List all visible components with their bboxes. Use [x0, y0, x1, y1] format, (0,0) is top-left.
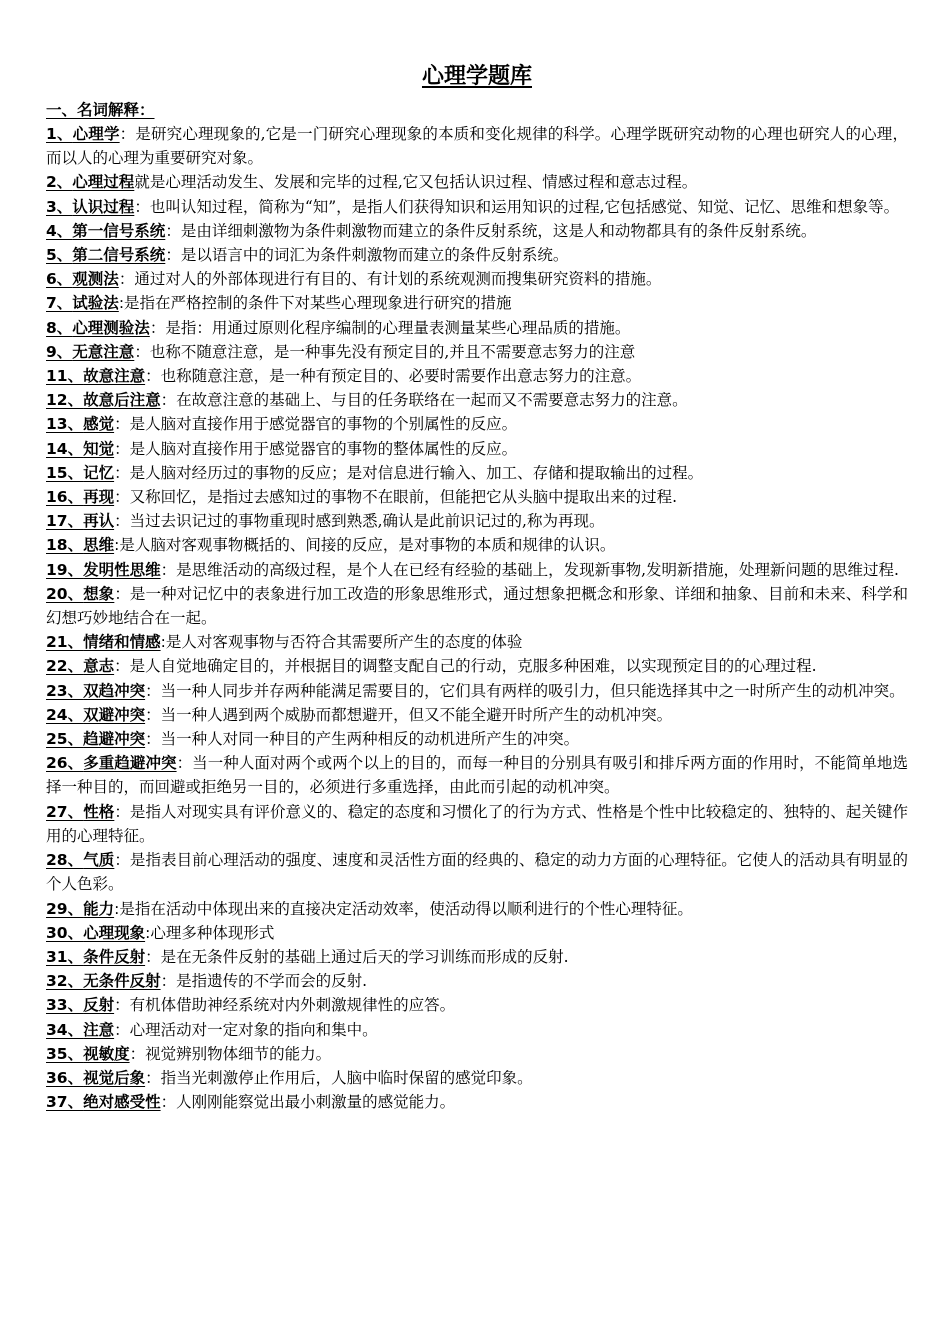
entry-number: 21、	[46, 633, 84, 652]
entry-term-name: 思维	[83, 536, 115, 555]
entry-number: 9、	[46, 342, 73, 361]
entry-term-name: 双趋冲突	[83, 681, 146, 700]
entry-term-name: 意志	[83, 657, 115, 676]
entry-term	[46, 682, 145, 700]
entry-term-name: 心理现象	[83, 923, 146, 942]
entry-term	[46, 851, 114, 869]
entry-definition: 人刚刚能察觉出最小刺激量的感觉能力。	[176, 1093, 456, 1112]
entry-number: 8、	[46, 318, 73, 337]
entry-term-name: 视敏度	[83, 1044, 130, 1063]
definition-entry	[46, 848, 908, 896]
entry-separator: ：	[129, 1044, 146, 1063]
definition-entry	[46, 388, 908, 412]
entry-term	[46, 512, 114, 530]
entry-separator: ：	[134, 342, 150, 361]
entry-separator: ：	[165, 246, 181, 265]
definition-entry	[46, 582, 908, 630]
entry-term-name: 无意注意	[72, 342, 135, 361]
entry-definition: 是指人对现实具有评价意义的、稳定的态度和习惯化了的行为方式、性格是个性中比较稳定的、独特的、起关键作用的心理特征。	[46, 802, 908, 845]
definition-entry	[46, 1042, 908, 1066]
entry-term-name: 趋避冲突	[83, 730, 146, 749]
entry-number: 1、	[46, 125, 73, 143]
definition-entry	[46, 1018, 908, 1042]
definition-entry	[46, 461, 908, 485]
entry-number: 30、	[46, 923, 84, 942]
entry-definition: 当过去识记过的事物重现时感到熟悉,确认是此前识记过的,称为再现。	[129, 512, 605, 531]
definition-entry	[46, 630, 908, 654]
definition-entry	[46, 243, 908, 267]
entry-term	[46, 996, 114, 1014]
definition-entry	[46, 122, 908, 170]
entry-term-name: 观测法	[72, 270, 119, 289]
entry-separator: ：	[160, 1093, 177, 1112]
entry-separator: ：	[114, 996, 130, 1015]
entry-separator: ：	[145, 367, 161, 386]
definition-entry	[46, 509, 908, 533]
entry-number: 14、	[46, 439, 84, 458]
entry-separator: ：	[114, 851, 130, 870]
entry-term-name: 气质	[83, 851, 115, 870]
entry-term-name: 心理测验法	[72, 318, 150, 337]
entry-number: 29、	[46, 899, 84, 918]
entry-term	[46, 294, 119, 312]
entry-separator: ：	[118, 270, 135, 289]
entry-term	[46, 1021, 114, 1039]
entry-definition: 心理活动对一定对象的指向和集中。	[129, 1020, 378, 1039]
entry-number: 22、	[46, 657, 84, 676]
entry-definition: 通过对人的外部体现进行有目的、有计划的系统观测而搜集研究资料的措施。	[134, 270, 662, 289]
entry-term	[46, 125, 120, 143]
entry-term-name: 多重趋避冲突	[83, 754, 177, 773]
definition-entry	[46, 1090, 908, 1114]
entry-term	[46, 1045, 130, 1063]
definition-entry	[46, 267, 908, 291]
entry-definition: 是指在严格控制的条件下对某些心理现象进行研究的措施	[124, 294, 512, 313]
entry-separator: ：	[160, 391, 177, 410]
entry-number: 4、	[46, 221, 73, 240]
definition-entry	[46, 993, 908, 1017]
definition-entry	[46, 1066, 908, 1090]
entry-number: 16、	[46, 488, 84, 507]
entry-term	[46, 270, 119, 288]
entry-number: 24、	[46, 705, 84, 724]
entry-term-name: 第一信号系统	[72, 221, 166, 240]
entry-term	[46, 536, 114, 554]
definition-entry	[46, 921, 908, 945]
entry-definition: 是研究心理现象的,它是一门研究心理现象的本质和变化规律的科学。心理学既研究动物的心理也研究人的心理，而以人的心理为重要研究对象。	[46, 125, 908, 168]
definition-entry	[46, 291, 908, 315]
entry-definition: 是指：用通过原则化程序编制的心理量表测量某些心理品质的措施。	[165, 318, 631, 337]
entry-number: 32、	[46, 972, 84, 991]
entry-number: 17、	[46, 512, 84, 531]
entry-definition: 当一种人同步并存两种能满足需要目的，它们具有两样的吸引力，但只能选择其中之一时所产生的动机冲突。	[160, 681, 905, 700]
entry-term	[46, 561, 161, 579]
entry-term	[46, 803, 114, 821]
entry-separator: ：	[114, 512, 130, 531]
entry-term	[46, 415, 114, 433]
entry-number: 28、	[46, 851, 84, 870]
entry-term-name: 故意注意	[83, 367, 146, 386]
entry-definition: 在故意注意的基础上、与目的任务联络在一起而又不需要意志努力的注意。	[176, 391, 688, 410]
entry-separator: ：	[114, 657, 130, 676]
entry-separator: ：	[160, 972, 177, 991]
entry-definition: 当一种人对同一种目的产生两种相反的动机进所产生的冲突。	[160, 730, 580, 749]
entry-number: 18、	[46, 536, 84, 555]
entry-definition: 也称随意注意，是一种有预定目的、必要时需要作出意志努力的注意。	[160, 367, 642, 386]
entry-number: 20、	[46, 584, 84, 603]
entry-term	[46, 706, 145, 724]
entry-separator: ：	[145, 1068, 161, 1087]
entry-separator: ：	[149, 318, 166, 337]
entry-term-name: 视觉后象	[83, 1068, 146, 1087]
definition-entry	[46, 703, 908, 727]
definition-entry	[46, 558, 908, 582]
entry-term	[46, 246, 165, 264]
entry-term	[46, 488, 114, 506]
entry-term-name: 性格	[83, 802, 115, 821]
entry-term-name: 心理过程	[72, 173, 135, 192]
definition-list	[46, 122, 908, 1114]
document-page	[46, 62, 908, 1114]
entry-term-name: 故意后注意	[83, 391, 161, 410]
definition-entry	[46, 969, 908, 993]
definition-entry	[46, 437, 908, 461]
entry-term	[46, 900, 114, 918]
entry-term	[46, 585, 114, 603]
entry-term	[46, 924, 145, 942]
entry-definition: 也称不随意注意，是一种事先没有预定目的,并且不需要意志努力的注意	[149, 342, 636, 361]
entry-term	[46, 319, 150, 337]
definition-entry	[46, 945, 908, 969]
entry-separator: ：	[114, 488, 130, 507]
entry-separator: ：	[114, 1020, 130, 1039]
page-title-text: 心理学题库	[421, 64, 532, 89]
entry-term-name: 发明性思维	[83, 560, 161, 579]
entry-definition: 是人脑对客观事物概括的、间接的反应，是对事物的本质和规律的认识。	[119, 536, 616, 555]
entry-number: 2、	[46, 173, 73, 192]
entry-term	[46, 440, 114, 458]
definition-entry	[46, 897, 908, 921]
entry-term	[46, 198, 134, 216]
entry-separator: :	[118, 294, 125, 313]
entry-definition: 是以语言中的词汇为条件刺激物而建立的条件反射系统。	[180, 246, 569, 265]
definition-entry	[46, 316, 908, 340]
entry-term-name: 试验法	[72, 294, 119, 313]
entry-term-name: 再认	[83, 512, 115, 531]
section-heading: 一、名词解释：	[46, 101, 155, 119]
entry-number: 36、	[46, 1068, 84, 1087]
entry-number: 15、	[46, 463, 84, 482]
entry-separator: ：	[114, 584, 130, 603]
entry-separator: :	[145, 923, 151, 942]
entry-term-name: 知觉	[83, 439, 115, 458]
entry-definition: 是由详细刺激物为条件刺激物而建立的条件反射系统，这是人和动物都具有的条件反射系统。	[180, 221, 817, 240]
definition-entry	[46, 727, 908, 751]
entry-separator: :	[114, 899, 120, 918]
entry-number: 3、	[46, 197, 73, 216]
definition-entry	[46, 800, 908, 848]
definition-entry	[46, 751, 908, 799]
entry-number: 5、	[46, 246, 73, 265]
definition-entry	[46, 219, 908, 243]
entry-definition: 是人脑对经历过的事物的反应；是对信息进行输入、加工、存储和提取输出的过程。	[129, 463, 704, 482]
entry-separator: ：	[134, 197, 150, 216]
entry-term-name: 心理学	[72, 125, 120, 143]
entry-term	[46, 754, 177, 772]
entry-separator: ：	[145, 730, 161, 749]
entry-term-name: 注意	[83, 1020, 115, 1039]
entry-number: 19、	[46, 560, 84, 579]
entry-separator: ：	[176, 754, 193, 773]
entry-separator: ：	[114, 802, 130, 821]
entry-term	[46, 633, 161, 651]
entry-number: 6、	[46, 270, 73, 289]
entry-number: 12、	[46, 391, 84, 410]
definition-entry	[46, 195, 908, 219]
definition-entry	[46, 412, 908, 436]
entry-number: 26、	[46, 754, 84, 773]
entry-term-name: 再现	[83, 488, 115, 507]
entry-separator: ：	[114, 439, 130, 458]
entry-number: 23、	[46, 681, 84, 700]
entry-term	[46, 948, 145, 966]
entry-term-name: 记忆	[83, 463, 115, 482]
entry-term-name: 能力	[83, 899, 115, 918]
entry-separator: ：	[114, 415, 130, 434]
entry-term	[46, 367, 145, 385]
entry-term	[46, 1069, 145, 1087]
entry-number: 33、	[46, 996, 84, 1015]
entry-definition: 是人对客观事物与否符合其需要所产生的态度的体验	[165, 633, 523, 652]
entry-separator: ：	[145, 705, 161, 724]
entry-term	[46, 222, 165, 240]
entry-number: 37、	[46, 1093, 84, 1112]
entry-definition: 是思维活动的高级过程，是个人在已经有经验的基础上，发现新事物,发明新措施，处理新问题的思维过程.	[176, 560, 899, 579]
entry-term	[46, 343, 134, 361]
entry-number: 13、	[46, 415, 84, 434]
entry-term-name: 反射	[83, 996, 115, 1015]
entry-separator: ：	[165, 221, 181, 240]
entry-term	[46, 972, 161, 990]
entry-separator: ：	[114, 463, 130, 482]
entry-term-name: 第二信号系统	[72, 246, 166, 265]
entry-definition: 是在无条件反射的基础上通过后天的学习训练而形成的反射.	[160, 947, 569, 966]
entry-definition: 又称回忆，是指过去感知过的事物不在眼前，但能把它从头脑中提取出来的过程.	[129, 488, 678, 507]
entry-separator: ：	[119, 125, 136, 143]
definition-entry	[46, 533, 908, 557]
entry-definition: 也叫认知过程，简称为“知”，是指人们获得知识和运用知识的过程,它包括感觉、知觉、记忆、思维和想象等。	[149, 197, 900, 216]
entry-definition: 就是心理活动发生、发展和完毕的过程,它又包括认识过程、情感过程和意志过程。	[134, 173, 698, 192]
page-title	[46, 62, 908, 92]
entry-definition: 是人自觉地确定目的，并根据目的调整支配自己的行动，克服多种困难，以实现预定目的的心理过程.	[129, 657, 817, 676]
entry-definition: 是人脑对直接作用于感觉器官的事物的个别属性的反应。	[129, 415, 518, 434]
entry-definition: 指当光刺激停止作用后，人脑中临时保留的感觉印象。	[160, 1068, 533, 1087]
entry-number: 27、	[46, 802, 84, 821]
entry-separator: ：	[145, 947, 161, 966]
definition-entry	[46, 170, 908, 194]
definition-entry	[46, 364, 908, 388]
entry-term	[46, 173, 134, 191]
entry-definition: 有机体借助神经系统对内外刺激规律性的应答。	[129, 996, 456, 1015]
entry-number: 35、	[46, 1044, 84, 1063]
entry-number: 11、	[46, 367, 84, 386]
entry-definition: 是指在活动中体现出来的直接决定活动效率，使活动得以顺利进行的个性心理特征。	[119, 899, 693, 918]
definition-entry	[46, 485, 908, 509]
entry-definition: 是指表目前心理活动的强度、速度和灵活性方面的经典的、稳定的动力方面的心理特征。它使人的活动具有明显的个人色彩。	[46, 851, 908, 894]
entry-number: 34、	[46, 1020, 84, 1039]
definition-entry	[46, 679, 908, 703]
entry-term-name: 无条件反射	[83, 972, 161, 991]
entry-term-name: 双避冲突	[83, 705, 146, 724]
entry-term-name: 条件反射	[83, 947, 146, 966]
entry-term-name: 感觉	[83, 415, 115, 434]
entry-number: 31、	[46, 947, 84, 966]
entry-definition: 视觉辨别物体细节的能力。	[145, 1044, 332, 1063]
entry-separator: :	[160, 633, 166, 652]
entry-definition: 心理多种体现形式	[150, 923, 275, 942]
entry-separator: :	[114, 536, 120, 555]
entry-separator: ：	[160, 560, 177, 579]
entry-definition: 是人脑对直接作用于感觉器官的事物的整体属性的反应。	[129, 439, 518, 458]
entry-number: 25、	[46, 730, 84, 749]
entry-separator: ：	[145, 681, 161, 700]
entry-term	[46, 391, 161, 409]
entry-definition: 当一种人遇到两个威胁而都想避开，但又不能全避开时所产生的动机冲突。	[160, 705, 673, 724]
entry-term-name: 绝对感受性	[83, 1093, 161, 1112]
definition-entry	[46, 654, 908, 678]
entry-term	[46, 730, 145, 748]
definition-entry	[46, 340, 908, 364]
entry-term-name: 情绪和情感	[83, 633, 161, 652]
entry-term	[46, 657, 114, 675]
entry-definition: 当一种人面对两个或两个以上的目的，而每一种目的分别具有吸引和排斥两方面的作用时，不能简单地选择一种目的，而回避或拒绝另一目的，必须进行多重选择，由此而引起的动机冲突。	[46, 754, 908, 797]
entry-number: 7、	[46, 294, 73, 313]
entry-term	[46, 464, 114, 482]
entry-definition: 是一种对记忆中的表象进行加工改造的形象思维形式，通过想象把概念和形象、详细和抽象、目前和未来、科学和幻想巧妙地结合在一起。	[46, 584, 908, 628]
entry-definition: 是指遗传的不学而会的反射.	[176, 972, 368, 991]
entry-term	[46, 1093, 161, 1111]
entry-term-name: 认识过程	[72, 197, 135, 216]
entry-term-name: 想象	[83, 584, 115, 603]
